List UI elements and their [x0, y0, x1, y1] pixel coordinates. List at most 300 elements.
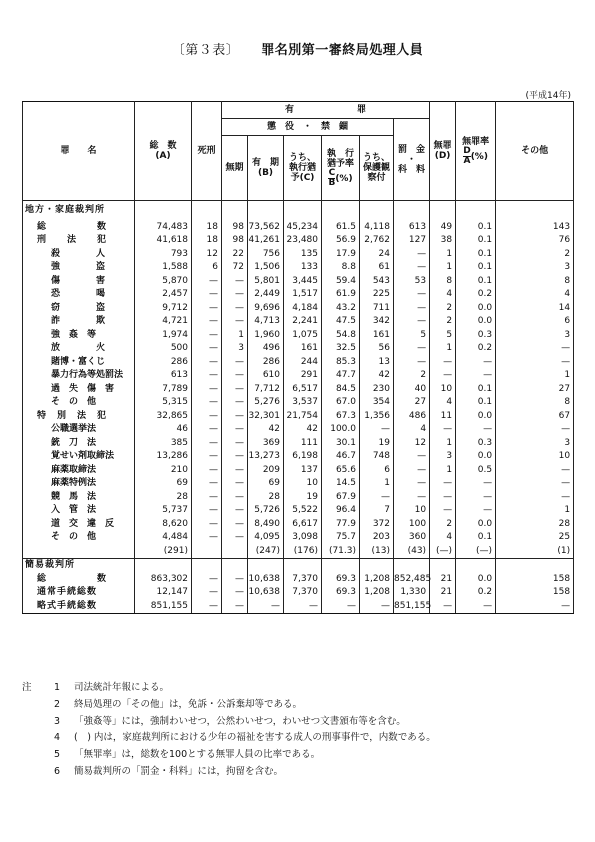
table-cell: (247) — [248, 545, 284, 559]
table-cell: — — [496, 342, 574, 356]
table-cell — [135, 201, 192, 221]
table-row — [23, 491, 574, 505]
table-cell: — — [430, 504, 456, 518]
table-cell — [222, 201, 248, 221]
table-cell: — — [222, 504, 248, 518]
table-cell: 21,754 — [284, 410, 322, 424]
table-cell: — — [222, 369, 248, 383]
row-label: そ の 他 — [23, 396, 135, 410]
table-cell: 67.3 — [322, 410, 360, 424]
table-cell: — — [192, 383, 222, 397]
table-cell: 12 — [192, 248, 222, 262]
table-cell: — — [222, 315, 248, 329]
table-row — [23, 342, 574, 356]
table-cell: 4,484 — [135, 531, 192, 545]
table-cell: 10,638 — [248, 586, 284, 600]
table-cell: 12,147 — [135, 586, 192, 600]
table-cell: 0.1 — [456, 234, 496, 248]
table-cell: — — [394, 302, 430, 316]
table-row — [23, 410, 574, 424]
table-cell: 9,712 — [135, 302, 192, 316]
table-cell: 161 — [284, 342, 322, 356]
table-cell: 1 — [430, 248, 456, 262]
table-cell: 500 — [135, 342, 192, 356]
table-cell: — — [456, 477, 496, 491]
table-cell: 19 — [360, 437, 394, 451]
table-cell: — — [322, 600, 360, 614]
note-text: 終局処理の「その他」は，免訴・公訴棄却等である。 — [74, 698, 303, 710]
note-item — [22, 714, 436, 731]
header-death: 死刑 — [192, 102, 222, 201]
table-cell: — — [222, 586, 248, 600]
table-cell: — — [248, 600, 284, 614]
table-cell — [248, 559, 284, 573]
table-cell: 1,356 — [360, 410, 394, 424]
table-cell: — — [394, 356, 430, 370]
table-cell: 11 — [430, 410, 456, 424]
table-cell: 0.1 — [456, 275, 496, 289]
row-label: 略式手続総数 — [23, 600, 135, 614]
note-item — [22, 730, 436, 747]
table-cell: 354 — [360, 396, 394, 410]
table-cell: 8 — [496, 275, 574, 289]
table-cell: 5 — [394, 329, 430, 343]
table-cell: 13 — [360, 356, 394, 370]
row-label: 公職選挙法 — [23, 423, 135, 437]
table-cell — [192, 559, 222, 573]
table-cell: 7,370 — [284, 586, 322, 600]
table-cell: (291) — [135, 545, 192, 559]
table-cell: 2 — [496, 248, 574, 262]
table-cell: 23,480 — [284, 234, 322, 248]
table-cell: 225 — [360, 288, 394, 302]
table-cell: — — [430, 477, 456, 491]
table-cell: — — [222, 437, 248, 451]
note-text: 「無罪率」は，総数を100とする無罪人員の比率である。 — [74, 749, 321, 761]
table-cell: — — [192, 302, 222, 316]
table-cell: — — [456, 356, 496, 370]
note-label — [22, 697, 54, 714]
table-cell: — — [192, 518, 222, 532]
table-cell: 1 — [430, 437, 456, 451]
table-cell: 22 — [222, 248, 248, 262]
table-cell: 161 — [360, 329, 394, 343]
table-cell: 342 — [360, 315, 394, 329]
table-cell: 27 — [394, 396, 430, 410]
row-label: 刑 法 犯 — [23, 234, 135, 248]
table-cell: 0.1 — [456, 396, 496, 410]
table-cell: 793 — [135, 248, 192, 262]
table-cell: 40 — [394, 383, 430, 397]
table-row — [23, 531, 574, 545]
table-cell — [322, 201, 360, 221]
table-cell: — — [192, 396, 222, 410]
table-cell: 96.4 — [322, 504, 360, 518]
table-cell — [430, 559, 456, 573]
table-cell: 203 — [360, 531, 394, 545]
table-cell: 9,696 — [248, 302, 284, 316]
note-number: 1 — [54, 682, 61, 693]
table-cell: 42 — [360, 369, 394, 383]
note-item — [22, 680, 436, 697]
table-cell: 0.1 — [456, 531, 496, 545]
table-cell: — — [222, 302, 248, 316]
table-cell — [284, 201, 322, 221]
table-cell: — — [284, 600, 322, 614]
table-cell: 84.5 — [322, 383, 360, 397]
table-cell: 1,075 — [284, 329, 322, 343]
note-text: 「強姦等」には，強制わいせつ，公然わいせつ，わいせつ文書頒布等を含む。 — [74, 715, 406, 727]
table-cell: 2 — [394, 369, 430, 383]
table-cell: 69 — [248, 477, 284, 491]
table-cell: 27 — [496, 383, 574, 397]
table-cell: 21 — [430, 573, 456, 587]
table-cell: 613 — [135, 369, 192, 383]
table-cell: 32.5 — [322, 342, 360, 356]
header-probation: うち、 保護観 察付 — [360, 136, 394, 201]
table-cell: 286 — [248, 356, 284, 370]
row-label: 麻薬特例法 — [23, 477, 135, 491]
row-label: 詐 欺 — [23, 315, 135, 329]
table-cell: 4 — [430, 288, 456, 302]
note-number: 5 — [54, 749, 61, 761]
table-cell: 69.3 — [322, 586, 360, 600]
row-label: 特 別 法 犯 — [23, 410, 135, 424]
table-cell: — — [222, 477, 248, 491]
table-cell: — — [360, 491, 394, 505]
table-row — [23, 356, 574, 370]
table-cell: 0.1 — [456, 248, 496, 262]
table-cell: — — [394, 450, 430, 464]
row-label: 強 盗 — [23, 261, 135, 275]
table-title: 罪名別第一審終局処理人員 — [261, 43, 424, 58]
table-cell: — — [222, 383, 248, 397]
table-cell: (—) — [430, 545, 456, 559]
table-cell: 100.0 — [322, 423, 360, 437]
table-cell: 5,315 — [135, 396, 192, 410]
table-cell: 0.0 — [456, 518, 496, 532]
note-label — [22, 764, 54, 781]
table-cell: — — [456, 491, 496, 505]
table-cell: 0.1 — [456, 221, 496, 235]
table-row — [23, 201, 574, 221]
table-cell: 4,184 — [284, 302, 322, 316]
table-cell: 496 — [248, 342, 284, 356]
note-number: 6 — [54, 765, 61, 777]
table-cell: — — [456, 504, 496, 518]
table-cell: 32,301 — [248, 410, 284, 424]
row-label: 暴力行為等処罰法 — [23, 369, 135, 383]
table-cell: — — [222, 600, 248, 614]
table-cell: 4 — [394, 423, 430, 437]
note-item — [22, 747, 436, 764]
table-cell: 18 — [192, 221, 222, 235]
table-cell: 1 — [496, 504, 574, 518]
table-row — [23, 477, 574, 491]
table-cell: 756 — [248, 248, 284, 262]
table-cell: — — [192, 586, 222, 600]
table-cell: 127 — [394, 234, 430, 248]
table-cell: 486 — [394, 410, 430, 424]
table-cell: 65.6 — [322, 464, 360, 478]
table-cell: — — [192, 369, 222, 383]
row-label: 入 管 法 — [23, 504, 135, 518]
table-cell: 42 — [248, 423, 284, 437]
table-cell: — — [222, 356, 248, 370]
table-cell: 2,457 — [135, 288, 192, 302]
table-cell: 4,721 — [135, 315, 192, 329]
table-cell: — — [192, 450, 222, 464]
header-suspension-rate: 執 行 猶予率 $\frac{C}{B}$ (%) — [322, 136, 360, 201]
table-row — [23, 504, 574, 518]
table-cell: 73,562 — [248, 221, 284, 235]
table-cell: 158 — [496, 586, 574, 600]
table-cell: 85.3 — [322, 356, 360, 370]
table-cell: — — [192, 423, 222, 437]
table-cell: 6,517 — [284, 383, 322, 397]
header-guilty: 有 罪 — [222, 102, 430, 119]
table-cell: 3 — [496, 329, 574, 343]
table-row — [23, 600, 574, 614]
table-body — [23, 201, 574, 614]
row-label: 恐 喝 — [23, 288, 135, 302]
table-cell: 69.3 — [322, 573, 360, 587]
table-cell: 3,537 — [284, 396, 322, 410]
table-cell: — — [192, 275, 222, 289]
row-label: 総 数 — [23, 221, 135, 235]
table-cell — [248, 201, 284, 221]
table-cell: (176) — [284, 545, 322, 559]
row-label: 銃 刀 法 — [23, 437, 135, 451]
table-cell: — — [394, 288, 430, 302]
table-row — [23, 586, 574, 600]
table-cell: 133 — [284, 261, 322, 275]
table-cell: 10 — [284, 477, 322, 491]
table-cell: 98 — [222, 234, 248, 248]
table-cell: 67.0 — [322, 396, 360, 410]
table-cell — [284, 559, 322, 573]
table-cell: 42 — [284, 423, 322, 437]
table-row — [23, 545, 574, 559]
table-cell: — — [222, 491, 248, 505]
table-row — [23, 288, 574, 302]
table-cell: — — [394, 464, 430, 478]
table-cell: 8,490 — [248, 518, 284, 532]
table-cell: 41,261 — [248, 234, 284, 248]
table-cell — [456, 559, 496, 573]
table-cell: 5,276 — [248, 396, 284, 410]
table-cell: 851,155 — [394, 600, 430, 614]
table-cell: 21 — [430, 586, 456, 600]
table-cell: — — [222, 531, 248, 545]
row-label: 放 火 — [23, 342, 135, 356]
header-suspended: うち、 執行猶 予(C) — [284, 136, 322, 201]
table-cell: 8.8 — [322, 261, 360, 275]
table-cell: 54.8 — [322, 329, 360, 343]
row-label: 過 失 傷 害 — [23, 383, 135, 397]
table-cell: 3,098 — [284, 531, 322, 545]
table-cell: 372 — [360, 518, 394, 532]
table-cell: 28 — [135, 491, 192, 505]
table-cell: 244 — [284, 356, 322, 370]
table-cell: 4 — [430, 531, 456, 545]
table-cell: 1 — [430, 464, 456, 478]
table-cell: 1 — [496, 369, 574, 383]
table-cell: 4,118 — [360, 221, 394, 235]
table-cell: 46.7 — [322, 450, 360, 464]
table-cell: — — [222, 410, 248, 424]
table-cell: — — [222, 464, 248, 478]
table-cell: 2 — [430, 302, 456, 316]
table-cell: — — [394, 491, 430, 505]
table-cell: 49 — [430, 221, 456, 235]
table-cell: 1 — [430, 261, 456, 275]
table-cell: 1,208 — [360, 573, 394, 587]
row-label: 強 姦 等 — [23, 329, 135, 343]
table-cell: 610 — [248, 369, 284, 383]
table-cell: 12 — [394, 437, 430, 451]
table-cell — [135, 559, 192, 573]
table-cell: 0.0 — [456, 573, 496, 587]
table-cell: 28 — [248, 491, 284, 505]
table-cell: 74,483 — [135, 221, 192, 235]
table-cell: 1 — [360, 477, 394, 491]
note-number: 4 — [54, 732, 61, 744]
table-cell: — — [430, 491, 456, 505]
table-cell: — — [430, 369, 456, 383]
row-label: そ の 他 — [23, 531, 135, 545]
table-cell: 6,198 — [284, 450, 322, 464]
table-cell: 6 — [192, 261, 222, 275]
table-cell: 3,445 — [284, 275, 322, 289]
table-cell: 10,638 — [248, 573, 284, 587]
table-cell: — — [192, 504, 222, 518]
table-cell — [322, 559, 360, 573]
table-cell: — — [430, 356, 456, 370]
table-cell: 0.1 — [456, 261, 496, 275]
table-cell: — — [192, 288, 222, 302]
table-cell: 863,302 — [135, 573, 192, 587]
table-cell: 14 — [496, 302, 574, 316]
table-cell: 7 — [360, 504, 394, 518]
table-cell: — — [430, 423, 456, 437]
table-cell: 6 — [496, 315, 574, 329]
header-fine: 罰 金 ・ 科 料 — [394, 119, 430, 201]
table-cell: 7,789 — [135, 383, 192, 397]
table-cell: 852,485 — [394, 573, 430, 587]
table-cell: (—) — [456, 545, 496, 559]
table-cell: 5 — [430, 329, 456, 343]
table-cell: 0.3 — [456, 329, 496, 343]
table-cell: — — [222, 423, 248, 437]
row-label: 覚せい剤取締法 — [23, 450, 135, 464]
table-cell: — — [192, 477, 222, 491]
table-cell: — — [394, 477, 430, 491]
notes — [22, 680, 436, 781]
table-cell: — — [192, 315, 222, 329]
table-cell: 56.9 — [322, 234, 360, 248]
table-cell: — — [394, 342, 430, 356]
table-cell: 0.2 — [456, 288, 496, 302]
note-item — [22, 697, 436, 714]
page-title — [0, 39, 595, 58]
table-cell: 32,865 — [135, 410, 192, 424]
table-cell: 1,330 — [394, 586, 430, 600]
table-cell: 10 — [394, 504, 430, 518]
table-cell: 385 — [135, 437, 192, 451]
table-cell: 360 — [394, 531, 430, 545]
crime-disposition-table — [22, 101, 574, 614]
table-cell: 10 — [496, 450, 574, 464]
note-item — [22, 764, 436, 781]
table-cell: 2 — [430, 315, 456, 329]
table-cell: — — [192, 491, 222, 505]
table-cell — [360, 559, 394, 573]
table-cell: — — [222, 518, 248, 532]
table-cell: 61 — [360, 261, 394, 275]
table-cell: (1) — [496, 545, 574, 559]
note-text: 簡易裁判所の「罰金・科料」には，拘留を含む。 — [74, 765, 284, 777]
table-cell: 59.4 — [322, 275, 360, 289]
table-cell: 47.5 — [322, 315, 360, 329]
table-cell: 851,155 — [135, 600, 192, 614]
header-life: 無期 — [222, 136, 248, 201]
table-cell: 8 — [496, 396, 574, 410]
table-cell: 5,522 — [284, 504, 322, 518]
note-text: ( ) 内は，家庭裁判所における少年の福祉を害する成人の刑事事件で，内数である。 — [74, 732, 436, 744]
header-acquittal-rate: 無罪率 $\frac{D}{A}$ (%) — [456, 102, 496, 201]
table-cell: 17.9 — [322, 248, 360, 262]
table-cell — [430, 201, 456, 221]
table-cell: 0.0 — [456, 302, 496, 316]
row-label: 窃 盗 — [23, 302, 135, 316]
table-row — [23, 234, 574, 248]
table-row — [23, 261, 574, 275]
note-label: 注 — [22, 682, 32, 693]
note-number: 3 — [54, 715, 61, 727]
table-cell: (43) — [394, 545, 430, 559]
table-cell: 69 — [135, 477, 192, 491]
table-cell: 1,506 — [248, 261, 284, 275]
table-cell: 30.1 — [322, 437, 360, 451]
table-cell: 135 — [284, 248, 322, 262]
table-cell: 61.9 — [322, 288, 360, 302]
table-cell: 13,273 — [248, 450, 284, 464]
table-cell: 5,870 — [135, 275, 192, 289]
table-cell: 98 — [222, 221, 248, 235]
table-cell: — — [456, 369, 496, 383]
note-label — [22, 714, 54, 731]
table-cell: — — [430, 600, 456, 614]
table-number: 〔第３表〕 — [171, 43, 240, 58]
table-cell: — — [496, 491, 574, 505]
table-cell: (13) — [360, 545, 394, 559]
row-label: 傷 害 — [23, 275, 135, 289]
row-label — [23, 545, 135, 559]
table-cell: 0.2 — [456, 342, 496, 356]
table-cell: — — [192, 342, 222, 356]
table-cell — [192, 201, 222, 221]
table-cell — [360, 201, 394, 221]
table-cell: — — [394, 261, 430, 275]
table-cell — [222, 559, 248, 573]
table-cell: 286 — [135, 356, 192, 370]
table-cell: 46 — [135, 423, 192, 437]
table-cell: 1,960 — [248, 329, 284, 343]
table-cell: 2,762 — [360, 234, 394, 248]
table-cell: 8,620 — [135, 518, 192, 532]
table-cell: — — [192, 329, 222, 343]
